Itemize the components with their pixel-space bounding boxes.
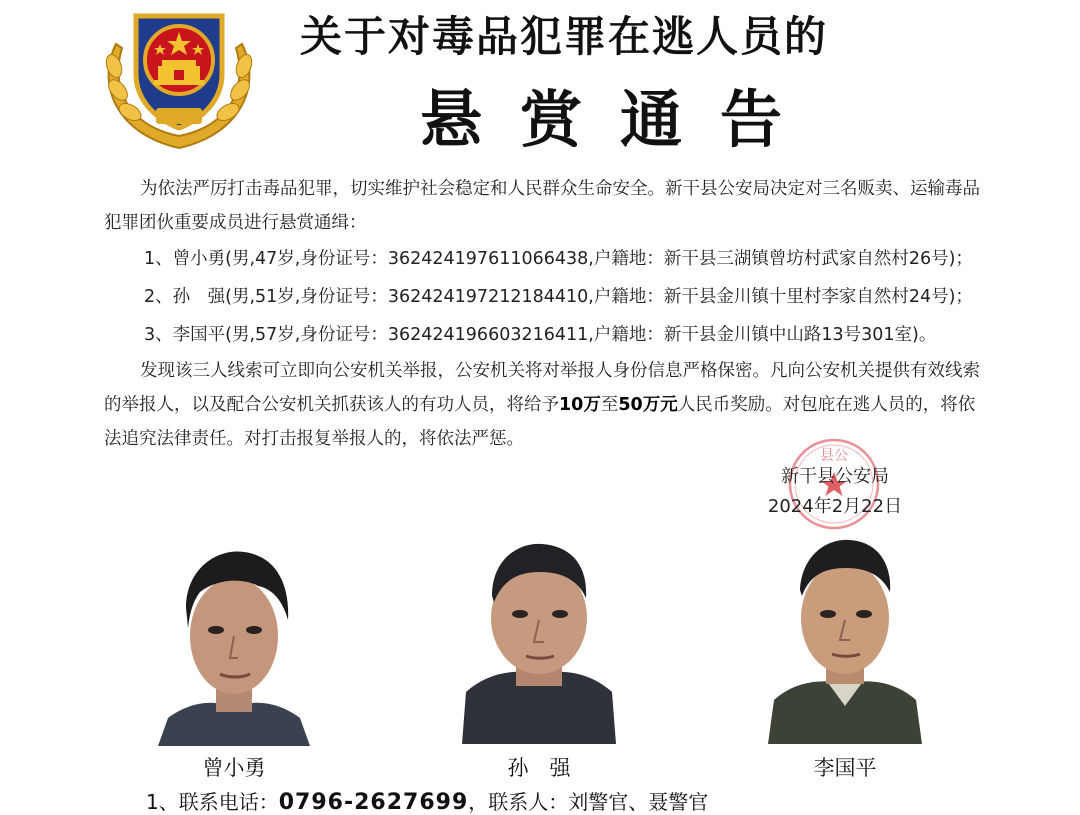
suspect-name: 曾小勇 (172, 249, 226, 269)
suspect-index: 1、 (144, 249, 173, 269)
reward-amount-high: 50万元 (618, 395, 678, 415)
reward-amount-low: 10万 (559, 395, 601, 415)
suspect-index: 2、 (144, 287, 173, 307)
suspect-index: 3、 (144, 325, 173, 345)
reward-connector: 至 (600, 395, 619, 415)
contact-person-label: ，联系人： (468, 790, 569, 814)
notice-body (104, 172, 980, 456)
contact-persons: 刘警官、聂警官 (568, 790, 709, 814)
issuer-org: 新干县公安局 (781, 466, 889, 487)
suspect-entry-3 (104, 316, 980, 354)
suspect-photo-3 (768, 530, 922, 744)
issuer-signature (760, 462, 910, 522)
notice-title-line2: 悬赏通告 (419, 83, 820, 156)
suspect-name: 李国平 (172, 325, 226, 345)
suspect-photo-2 (462, 532, 616, 744)
suspect-caption-2: 孙 强 (507, 756, 571, 780)
suspect-photo-1 (158, 538, 310, 746)
suspect-entry-2 (104, 278, 980, 316)
contact-phone: 0796-2627699 (278, 790, 469, 815)
suspect-caption-3: 李国平 (813, 756, 877, 780)
suspect-name: 孙 强 (172, 287, 226, 307)
suspect-detail: (男,47岁,身份证号：362424197611066438,户籍地：新干县三湖镇曾坊村武家自然村26号)； (225, 249, 973, 269)
suspect-entry-1 (104, 240, 980, 278)
seal-text: 县公 (820, 448, 848, 464)
intro-paragraph: 为依法严厉打击毒品犯罪，切实维护社会稳定和人民群众生命安全。新干县公安局决定对三名贩卖、运输毒品犯罪团伙重要成员进行悬赏通缉： (104, 179, 980, 233)
notice-title-line1: 关于对毒品犯罪在逃人员的 (300, 12, 829, 61)
reward-text-after: 人民币奖励。对包庇在逃人员的，将依法追究法律责任。对打击报复举报人的，将依法严惩。 (104, 395, 976, 449)
suspect-detail: (男,51岁,身份证号：362424197212184410,户籍地：新干县金川镇十里村李家自然村24号)； (225, 287, 973, 307)
contact-label: 1、联系电话： (146, 790, 279, 814)
police-emblem-logo (96, 4, 262, 152)
suspect-caption-1: 曾小勇 (202, 756, 266, 780)
contact-line (146, 786, 906, 815)
issue-date: 2024年2月22日 (767, 496, 903, 517)
suspect-detail: (男,57岁,身份证号：362424196603216411,户籍地：新干县金川镇中山路13号301室)。 (225, 325, 937, 345)
reward-text-before: 发现该三人线索可立即向公安机关举报，公安机关将对举报人身份信息严格保密。凡向公安机关提供有效线索的举报人，以及配合公安机关抓获该人的有功人员，将给予 (104, 361, 980, 415)
